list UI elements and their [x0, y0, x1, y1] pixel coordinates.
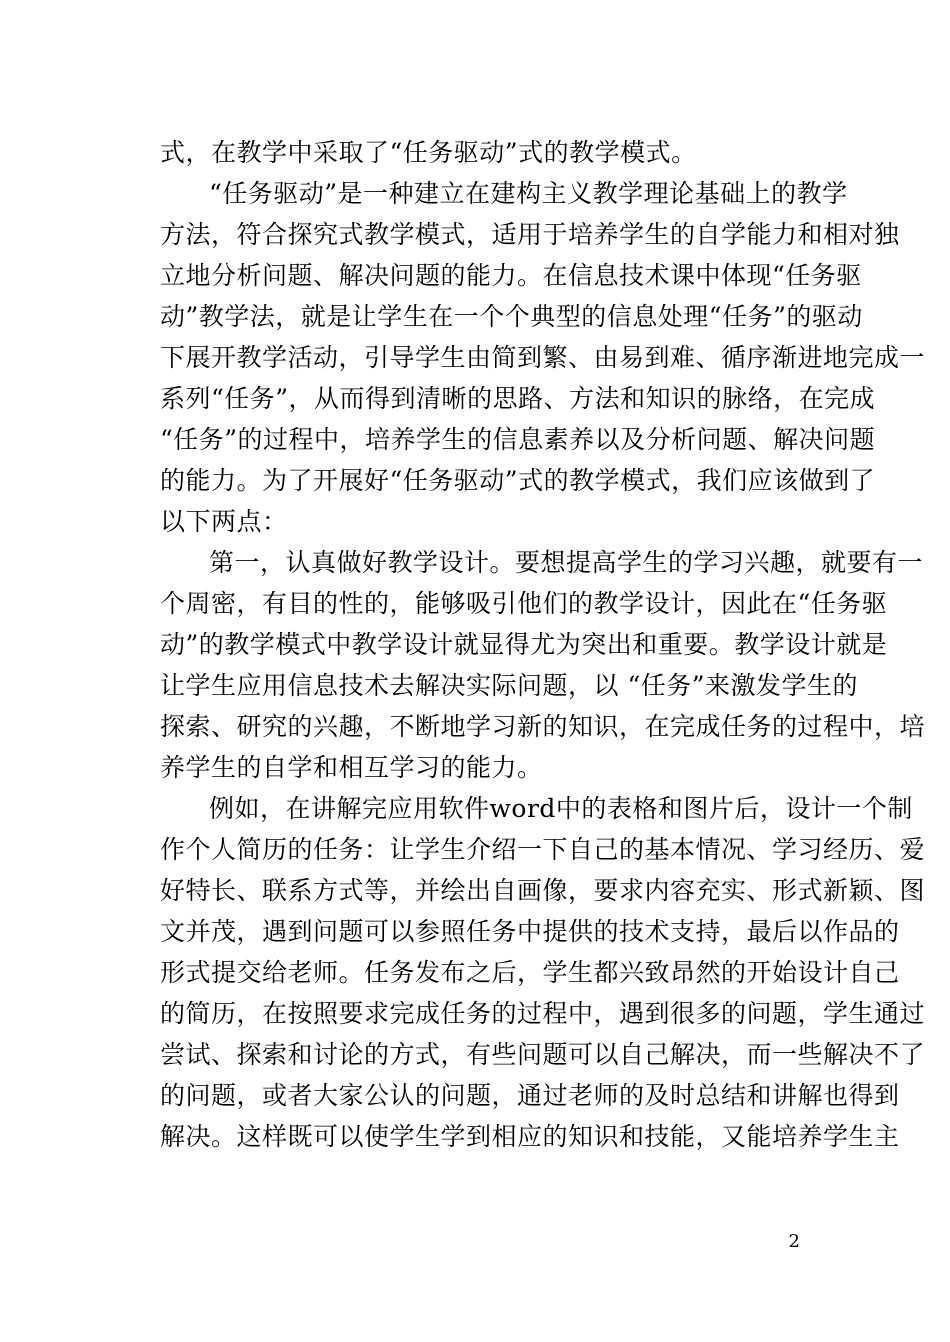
text-line: 作个人简历的任务：让学生介绍一下自己的基本情况、学习经历、爱: [160, 835, 926, 864]
text-line: 解决。这样既可以使学生学到相应的知识和技能，又能培养学生主: [160, 1122, 900, 1151]
text-line: 养学生的自学和相互学习的能力。: [160, 753, 543, 782]
text-line: “任务”的过程中，培养学生的信息素养以及分析问题、解决问题: [160, 425, 876, 454]
text-line: 系列“任务”，从而得到清晰的思路、方法和知识的脉络，在完成: [160, 384, 876, 413]
text-line: 形式提交给老师。任务发布之后，学生都兴致昂然的开始设计自己: [160, 958, 900, 987]
text-line: 以下两点：: [160, 507, 288, 536]
text-line: 文并茂，遇到问题可以参照任务中提供的技术支持，最后以作品的: [160, 917, 900, 946]
text-line: 第一，认真做好教学设计。要想提高学生的学习兴趣，就要有一: [209, 548, 924, 577]
text-line: “任务驱动”是一种建立在建构主义教学理论基础上的教学: [209, 179, 848, 208]
text-line: 例如，在讲解完应用软件word中的表格和图片后，设计一个制: [209, 794, 913, 823]
text-line: 式，在教学中采取了“任务驱动”式的教学模式。: [160, 138, 697, 167]
text-line: 下展开教学活动，引导学生由简到繁、由易到难、循序渐进地完成一: [160, 343, 926, 372]
text-line: 好特长、联系方式等，并绘出自画像，要求内容充实、形式新颖、图: [160, 876, 926, 905]
text-line: 的问题，或者大家公认的问题，通过老师的及时总结和讲解也得到: [160, 1081, 900, 1110]
page-number: 2: [788, 1231, 800, 1252]
text-line: 动”教学法，就是让学生在一个个典型的信息处理“任务”的驱动: [160, 302, 863, 331]
text-line: 方法，符合探究式教学模式，适用于培养学生的自学能力和相对独: [160, 220, 900, 249]
text-line: 的能力。为了开展好“任务驱动”式的教学模式，我们应该做到了: [160, 466, 876, 495]
text-line: 探索、研究的兴趣，不断地学习新的知识，在完成任务的过程中，培: [160, 712, 926, 741]
text-line: 动”的教学模式中教学设计就显得尤为突出和重要。教学设计就是: [160, 630, 888, 659]
text-line: 让学生应用信息技术去解决实际问题，以 “任务”来激发学生的: [160, 671, 859, 700]
text-line: 个周密，有目的性的，能够吸引他们的教学设计，因此在“任务驱: [160, 589, 888, 618]
text-line: 尝试、探索和讨论的方式，有些问题可以自己解决，而一些解决不了: [160, 1040, 926, 1069]
text-line: 的简历，在按照要求完成任务的过程中，遇到很多的问题，学生通过: [160, 999, 926, 1028]
text-line: 立地分析问题、解决问题的能力。在信息技术课中体现“任务驱: [160, 261, 862, 290]
